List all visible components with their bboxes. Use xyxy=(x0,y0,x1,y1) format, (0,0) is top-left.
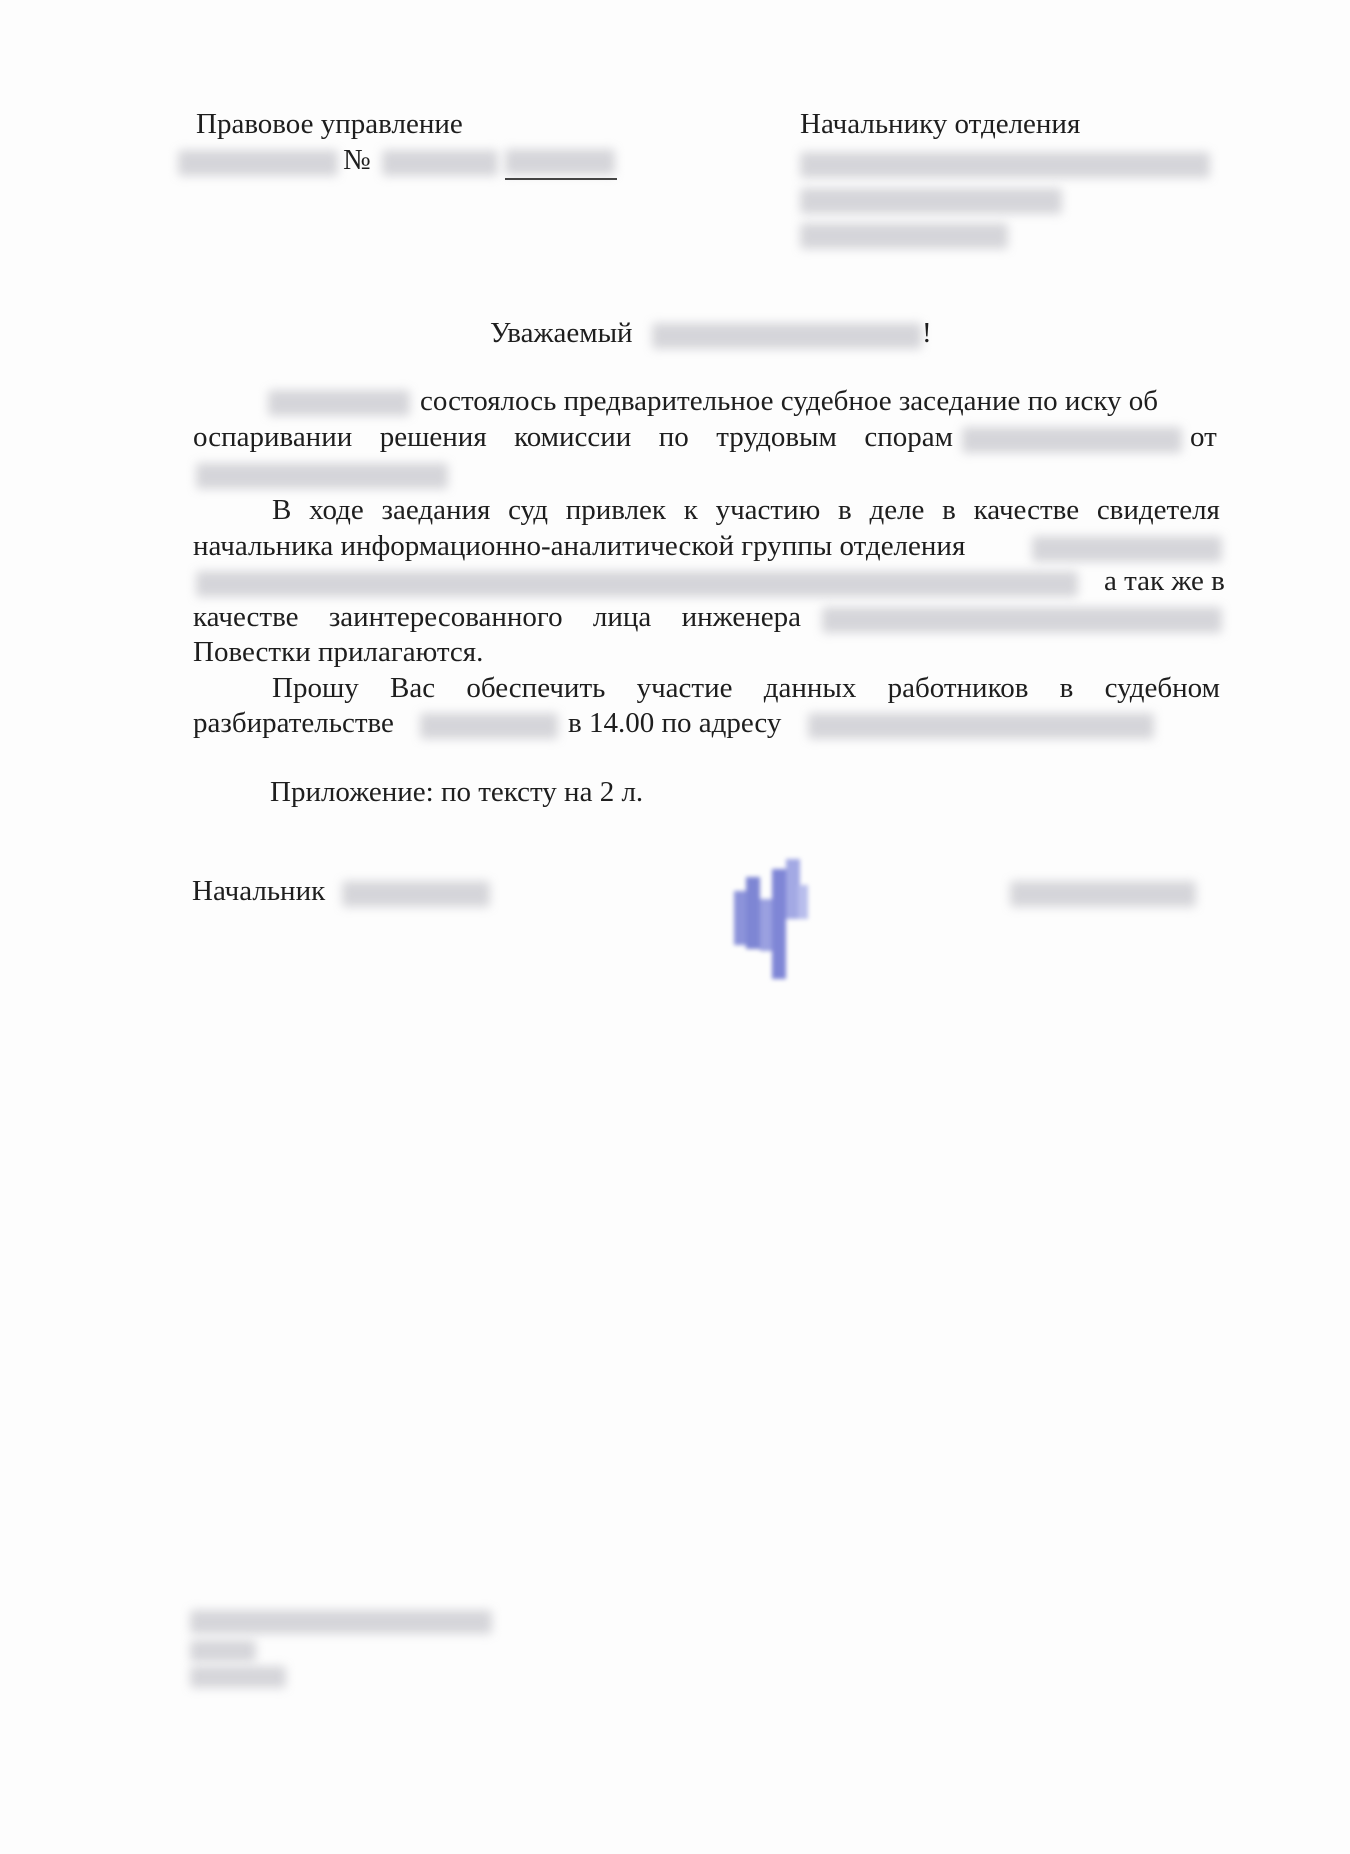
redacted-engineer-name xyxy=(822,607,1222,633)
p1-line-1 xyxy=(420,384,1220,419)
word: суд xyxy=(508,494,548,526)
redacted-department-a xyxy=(1032,536,1222,562)
greeting-prefix: Уважаемый xyxy=(490,317,633,349)
word: судебном xyxy=(1104,672,1220,704)
sender-department: Правовое управление xyxy=(196,108,463,140)
handwritten-signature xyxy=(728,855,820,995)
word: свидетеля xyxy=(1096,494,1220,526)
word: заедания xyxy=(381,494,491,526)
p1-line-1-text: состоялось предварительное судебное заседание по иску об xyxy=(420,385,1158,417)
word: инженера xyxy=(681,601,801,633)
word: в xyxy=(942,494,956,526)
greeting-suffix: ! xyxy=(922,317,932,349)
redacted-number-a xyxy=(382,150,498,176)
redacted-date xyxy=(178,150,338,176)
word: спорам xyxy=(864,421,953,453)
p2-line-3-end: а так же в xyxy=(1104,565,1225,597)
redacted-address xyxy=(808,713,1154,739)
word: привлек xyxy=(565,494,667,526)
redacted-recipient-line-1 xyxy=(800,152,1210,178)
word: по xyxy=(658,421,689,453)
p3-line-2-a: разбирательстве xyxy=(193,707,394,739)
redacted-witness-name xyxy=(196,571,1078,597)
word: решения xyxy=(379,421,487,453)
p2-line-2: начальника информационно-аналитической группы отделения xyxy=(193,530,966,562)
redacted-trial-date xyxy=(420,713,558,739)
word: качестве xyxy=(193,601,299,633)
word: деле xyxy=(869,494,925,526)
word: ходе xyxy=(309,494,364,526)
p2-line-5: Повестки прилагаются. xyxy=(193,636,484,668)
p2-line-4 xyxy=(193,600,801,635)
p2-line-1 xyxy=(272,493,1220,528)
redacted-executor-phone xyxy=(190,1640,256,1662)
redacted-decision-ref xyxy=(196,463,448,489)
redacted-hearing-date xyxy=(268,390,410,416)
redacted-department-name xyxy=(342,881,490,907)
word: В xyxy=(272,494,292,526)
word: лица xyxy=(592,601,652,633)
word: участие xyxy=(636,672,733,704)
word: заинтересованного xyxy=(328,601,563,633)
number-sign: № xyxy=(343,144,371,176)
word: Прошу xyxy=(272,672,359,704)
word: обеспечить xyxy=(466,672,606,704)
word: оспаривании xyxy=(193,421,353,453)
word: в xyxy=(838,494,852,526)
word: комиссии xyxy=(514,421,632,453)
number-underline xyxy=(505,178,617,180)
redacted-addressee-name xyxy=(652,323,922,349)
redacted-number-b xyxy=(505,149,615,175)
redacted-organization xyxy=(962,427,1182,453)
word: работников xyxy=(887,672,1029,704)
word: трудовым xyxy=(716,421,837,453)
word: участию xyxy=(715,494,821,526)
p1-line-2 xyxy=(193,420,953,455)
word: данных xyxy=(763,672,857,704)
attachment-note: Приложение: по тексту на 2 л. xyxy=(270,776,644,808)
word: качестве xyxy=(973,494,1080,526)
recipient-title: Начальнику отделения xyxy=(800,108,1081,140)
redacted-recipient-line-2 xyxy=(800,188,1062,214)
p3-line-2-b: в 14.00 по адресу xyxy=(568,707,782,739)
word: к xyxy=(683,494,698,526)
redacted-executor-name xyxy=(190,1610,492,1634)
word: в xyxy=(1059,672,1074,704)
p1-line-2-end: от xyxy=(1190,421,1217,453)
redacted-signatory-name xyxy=(1010,881,1196,907)
signatory-position: Начальник xyxy=(192,875,326,907)
redacted-recipient-line-3 xyxy=(800,223,1008,249)
redacted-executor-ref xyxy=(190,1666,286,1688)
word: Вас xyxy=(390,672,436,704)
p3-line-1 xyxy=(272,671,1220,706)
